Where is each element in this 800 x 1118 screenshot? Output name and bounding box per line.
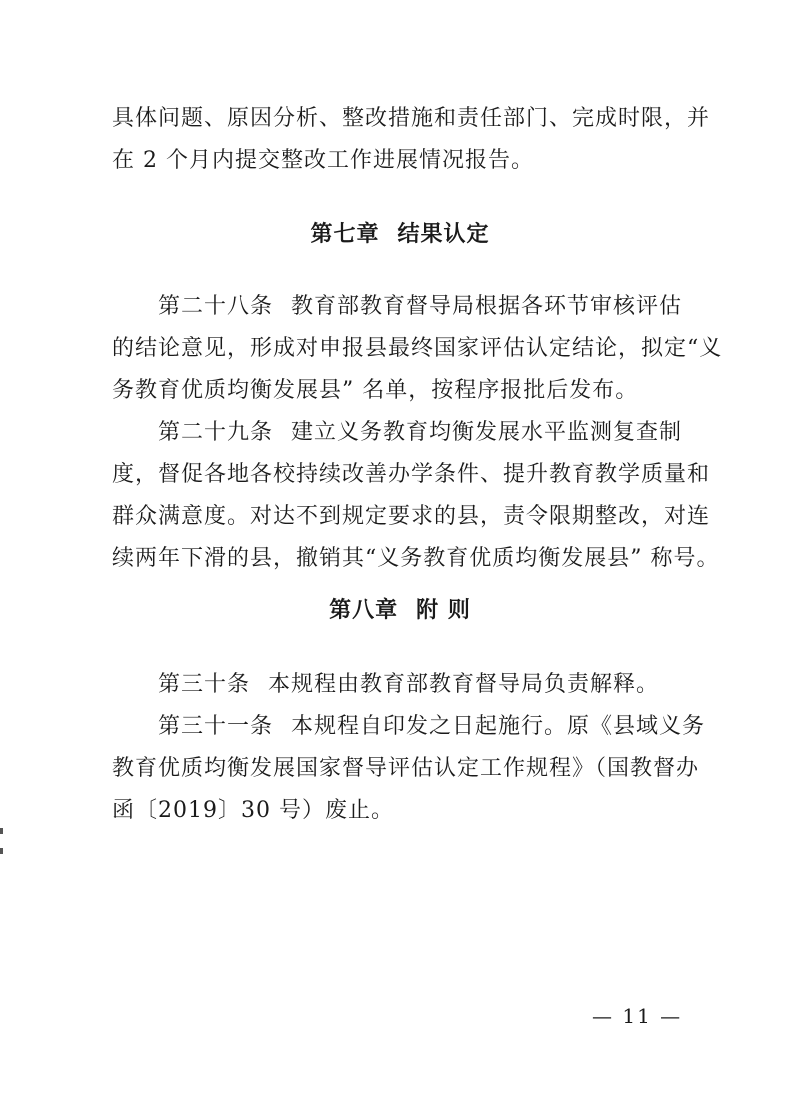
article-28-line: 务教育优质均衡发展县” 名单，按程序报批后发布。	[112, 378, 639, 403]
article-31-line: 教育优质均衡发展国家督导评估认定工作规程》（国教督办	[112, 756, 700, 781]
article-31-line: 函〔2019〕30 号）废止。	[112, 798, 394, 823]
article-label: 第二十八条	[158, 294, 274, 319]
article-28-line: 的结论意见，形成对申报县最终国家评估认定结论，拟定“义	[112, 336, 723, 361]
article-text: 本规程自印发之日起施行。原《县域义务	[291, 714, 706, 739]
binding-mark	[0, 828, 4, 878]
article-30-line	[158, 670, 659, 700]
article-text: 建立义务教育均衡发展水平监测复查制	[291, 420, 683, 445]
article-label: 第三十一条	[158, 714, 274, 739]
article-28-line	[158, 292, 682, 322]
chapter-heading-7	[0, 220, 800, 250]
paragraph-line: 在 2 个月内提交整改工作进展情况报告。	[112, 148, 534, 173]
article-text: 教育部教育督导局根据各环节审核评估	[291, 294, 683, 319]
chapter-title: 结果认定	[397, 222, 490, 247]
paragraph-line: 具体问题、原因分析、整改措施和责任部门、完成时限，并	[112, 106, 711, 131]
chapter-number: 第七章	[310, 222, 380, 247]
chapter-title: 附 则	[416, 598, 471, 623]
article-29-line: 续两年下滑的县，撤销其“义务教育优质均衡发展县” 称号。	[112, 546, 720, 571]
chapter-number: 第八章	[329, 598, 399, 623]
page-number: — 11 —	[592, 1004, 683, 1028]
article-label: 第三十条	[158, 672, 251, 697]
article-29-line: 度，督促各地各校持续改善办学条件、提升教育教学质量和	[112, 462, 711, 487]
article-29-line: 群众满意度。对达不到规定要求的县，责令限期整改，对连	[112, 504, 711, 529]
article-31-line	[158, 712, 705, 742]
article-text: 本规程由教育部教育督导局负责解释。	[268, 672, 660, 697]
article-29-line	[158, 418, 682, 448]
chapter-heading-8	[0, 596, 800, 626]
article-label: 第二十九条	[158, 420, 274, 445]
